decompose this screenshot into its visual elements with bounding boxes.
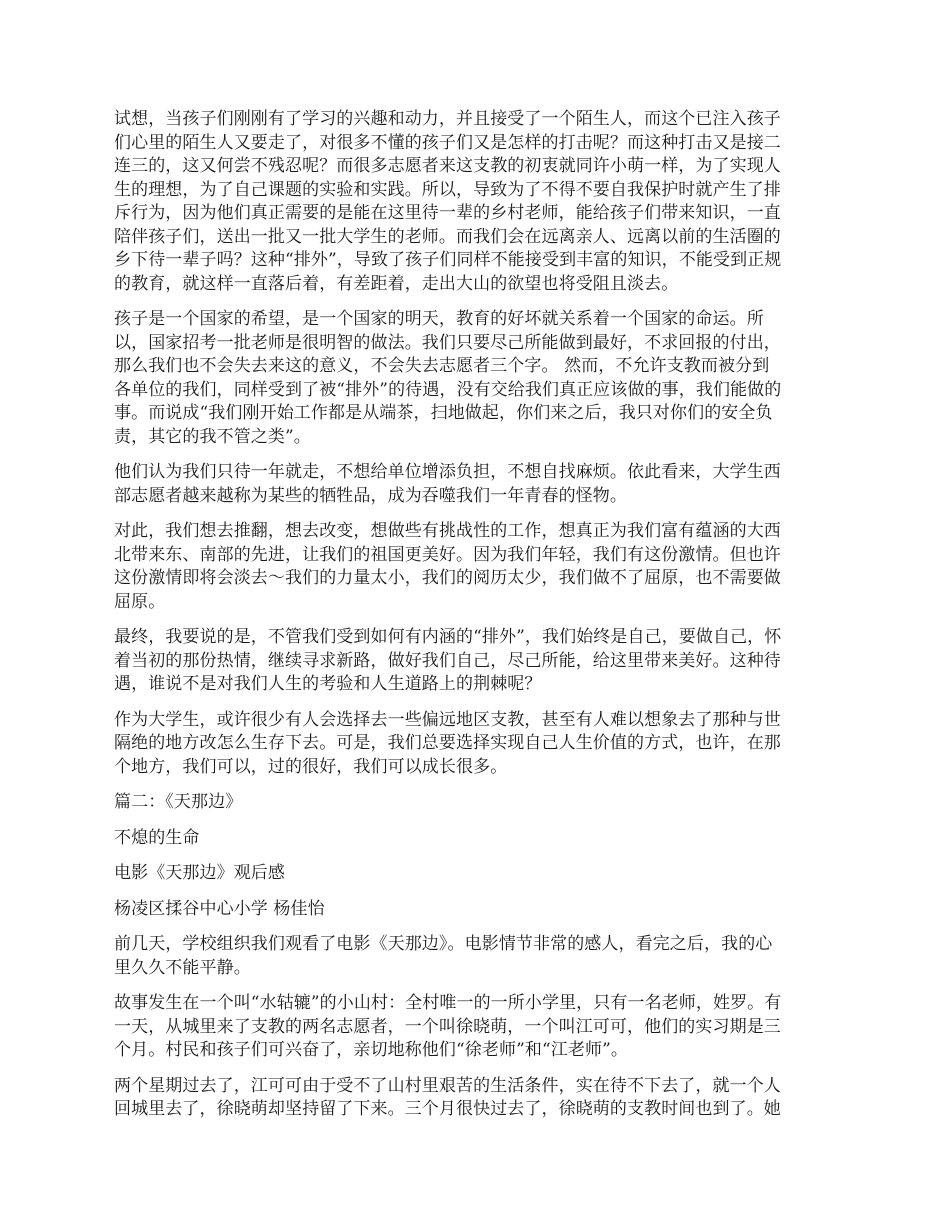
paragraph: [114, 108, 840, 296]
text-line: 最终，我要说的是，不管我们受到如何有内涵的“排外”，我们始终是自己，要做自己，怀: [114, 627, 782, 647]
document-body: [114, 108, 840, 1134]
paragraph: [114, 898, 840, 922]
paragraph: [114, 933, 840, 980]
text-line: 不熄的生命: [114, 827, 200, 848]
text-line: 连三的，这又何尝不残忍呢？而很多志愿者来这支教的初衷就同许小萌一样，为了实现人: [114, 156, 781, 176]
text-line: 他们认为我们只待一年就走，不想给单位增添负担，不想自找麻烦。依此看来，大学生西: [114, 462, 781, 482]
text-line: 故事发生在一个叫“水轱辘”的小山村：全村唯一的一所小学里，只有一名老师，姓罗。有: [114, 993, 782, 1013]
text-line: 的教育，就这样一直落后着，有差距着，走出大山的欲望也将受阻且淡去。: [114, 273, 679, 294]
text-line: 屈原。: [114, 591, 166, 612]
paragraph: [114, 626, 840, 697]
text-line: 一天，从城里来了支教的两名志愿者，一个叫徐晓萌，一个叫江可可，他们的实习期是三: [114, 1016, 781, 1037]
text-line: 个月。村民和孩子们可兴奋了，亲切地称他们“徐老师”和“江老师”。: [114, 1040, 628, 1060]
text-line: 里久久不能平静。: [114, 957, 251, 978]
text-line: 个地方，我们可以，过的很好，我们可以成长很多。: [114, 756, 508, 777]
text-line: 事。而说成“我们刚开始工作都是从端茶，扫地做起，你们来之后，我只对你们的安全负: [114, 403, 773, 423]
text-line: 电影《天那边》观后感: [114, 863, 285, 883]
text-line: 对此，我们想去推翻，想去改变，想做些有挑战性的工作，想真正为我们富有蕴涵的大西: [114, 521, 781, 541]
text-line: 北带来东、南部的先进，让我们的祖国更美好。因为我们年轻，我们有这份激情。但也许: [114, 544, 781, 565]
text-line: 杨凌区揉谷中心小学 杨佳怡: [114, 898, 325, 919]
paragraph: [114, 520, 840, 614]
text-line: 两个星期过去了，江可可由于受不了山村里艰苦的生活条件，实在待不下去了，就一个人: [114, 1075, 781, 1096]
text-line: 斥行为，因为他们真正需要的是能在这里待一辈的乡村老师，能给孩子们带来知识，一直: [114, 203, 781, 223]
text-line: 部志愿者越来越称为某些的牺牲品，成为吞噬我们一年青春的怪物。: [114, 485, 627, 506]
text-line: 试想，当孩子们刚刚有了学习的兴趣和动力，并且接受了一个陌生人，而这个已注入孩子: [114, 109, 781, 129]
paragraph: [114, 308, 840, 449]
text-line: 篇二：《天那边》: [114, 792, 243, 812]
text-line: 作为大学生，或许很少有人会选择去一些偏远地区支教，甚至有人难以想象去了那种与世: [114, 709, 781, 730]
text-line: 以，国家招考一批老师是很明智的做法。我们只要尽己所能做到最好，不求回报的付出，: [114, 332, 781, 353]
paragraph: [114, 862, 840, 886]
paragraph: [114, 992, 840, 1063]
text-line: 前几天，学校组织我们观看了电影《天那边》。电影情节非常的感人，看完之后，我的心: [114, 934, 773, 954]
text-line: 责，其它的我不管之类”。: [114, 426, 311, 447]
text-line: 回城里去了，徐晓萌却坚持留了下来。三个月很快过去了，徐晓萌的支教时间也到了。她: [114, 1099, 781, 1119]
text-line: 们心里的陌生人又要走了，对很多不懂的孩子们又是怎样的打击呢？而这种打击又是接二: [114, 132, 781, 153]
paragraph: [114, 461, 840, 508]
text-line: 生的理想，为了自己课题的实验和实践。所以，导致为了不得不要自我保护时就产生了排: [114, 179, 781, 200]
text-line: 那么我们也不会失去来这的意义，不会失去志愿者三个字。 然而，不允许支教而被分到: [114, 356, 770, 376]
text-line: 着当初的那份热情，继续寻求新路，做好我们自己，尽己所能，给这里带来美好。这种待: [114, 650, 781, 671]
text-line: 遇，谁说不是对我们人生的考验和人生道路上的荆棘呢？: [114, 674, 542, 694]
paragraph: [114, 1075, 840, 1122]
text-line: 隔绝的地方改怎么生存下去。可是，我们总要选择实现自己人生价值的方式，也许，在那: [114, 733, 781, 753]
paragraph: [114, 791, 840, 815]
text-line: 乡下待一辈子吗？这种“排外”，导致了孩子们同样不能接受到丰富的知识，不能受到正规: [114, 250, 782, 270]
text-line: 各单位的我们，同样受到了被“排外”的待遇，没有交给我们真正应该做的事，我们能做的: [114, 379, 782, 400]
text-line: 这份激情即将会淡去～我们的力量太小，我们的阅历太少，我们做不了屈原，也不需要做: [114, 568, 781, 588]
paragraph: [114, 827, 840, 851]
text-line: 陪伴孩子们，送出一批又一批大学生的老师。而我们会在远离亲人、远离以前的生活圈的: [114, 226, 781, 247]
paragraph: [114, 709, 840, 780]
text-line: 孩子是一个国家的希望，是一个国家的明天，教育的好坏就关系着一个国家的命运。所: [114, 309, 764, 329]
